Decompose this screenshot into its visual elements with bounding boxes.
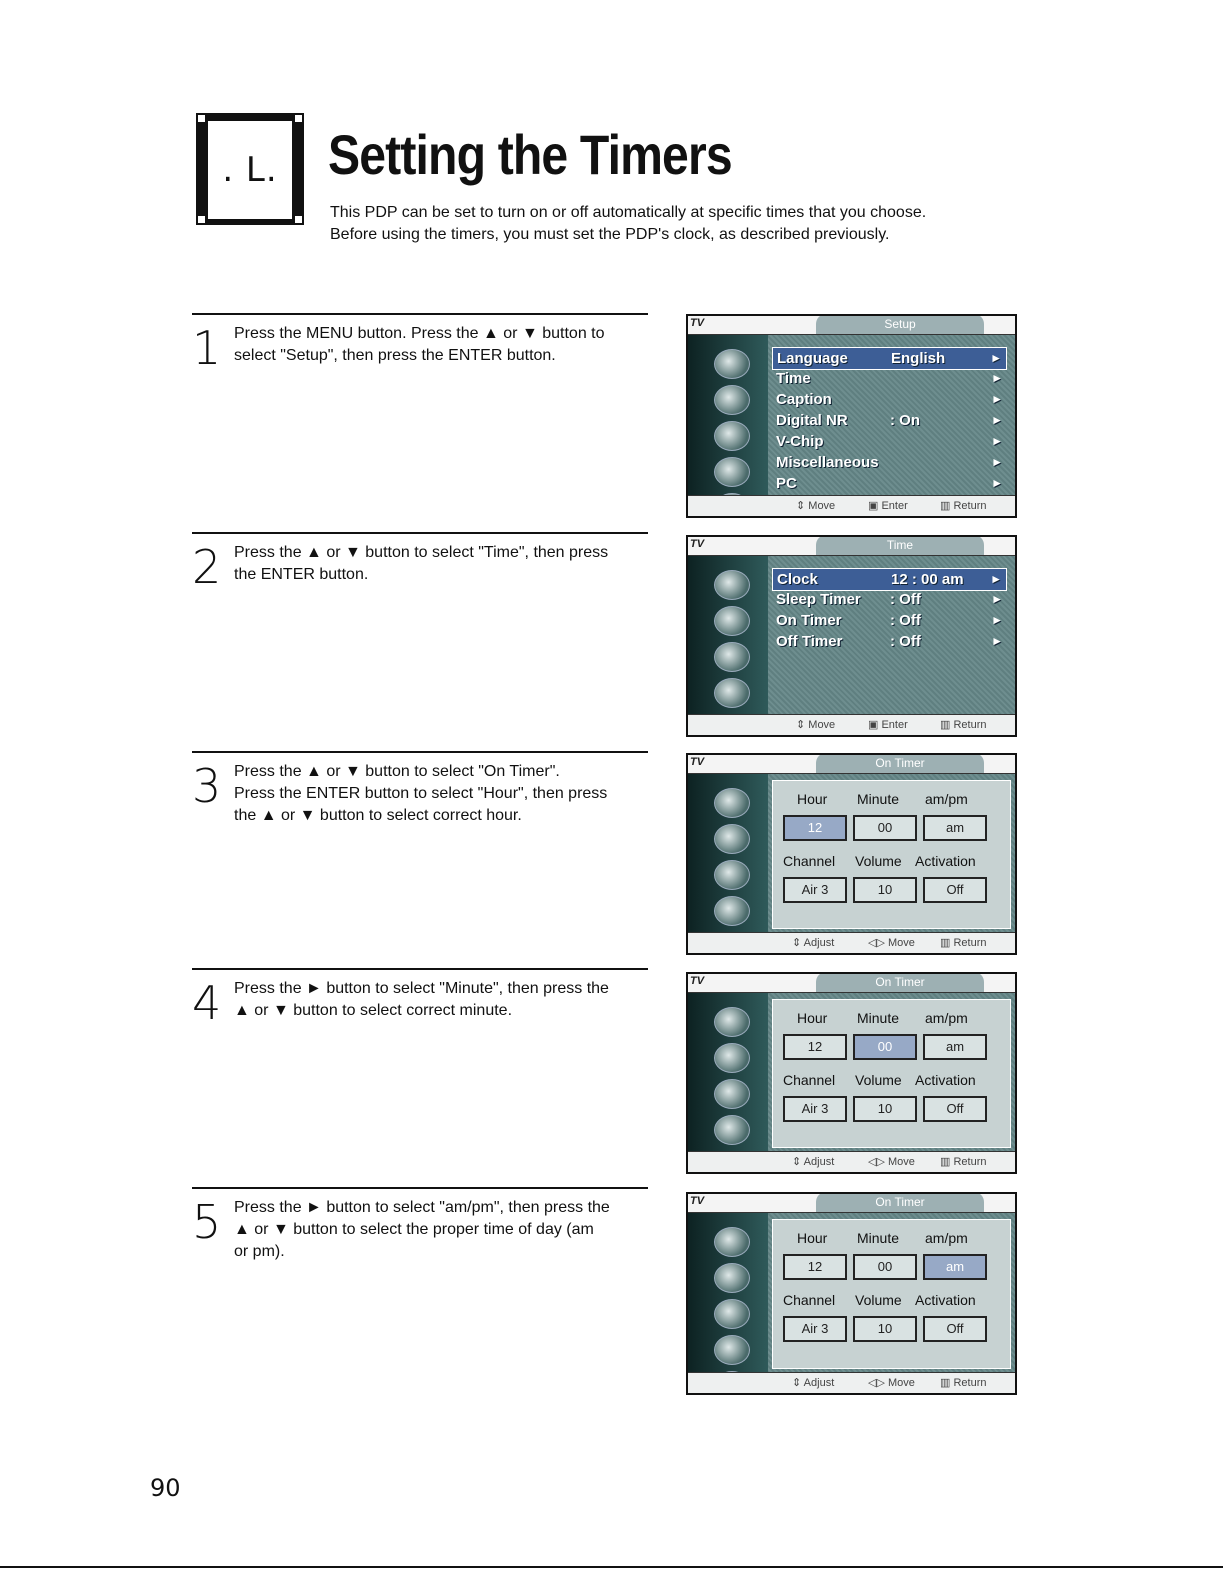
- menu-item-value: English: [891, 350, 946, 367]
- channel-field[interactable]: Air 3: [783, 1316, 847, 1342]
- arrow-right-icon: ►: [991, 634, 1003, 648]
- hint-label: Move: [808, 500, 836, 512]
- sound-icon: [714, 824, 750, 854]
- return-hint: ▥ Return: [940, 937, 987, 949]
- setup-icon: [714, 1335, 750, 1365]
- move-hint: ◁▷ Move: [868, 1156, 915, 1168]
- adjust-hint: ⇕ Adjust: [792, 937, 835, 949]
- hint-label: Enter: [881, 500, 908, 512]
- activation-label: Activation: [915, 1072, 976, 1088]
- step-line: Press the ENTER button to select "Hour", then press: [234, 785, 608, 802]
- sound-icon: [714, 1043, 750, 1073]
- ampm-label: am/pm: [925, 791, 968, 807]
- step-4: [192, 968, 648, 1030]
- step-instructions: [234, 542, 642, 586]
- screen-top-bar: [688, 316, 1015, 335]
- sound-icon: [714, 385, 750, 415]
- volume-field[interactable]: 10: [853, 1316, 917, 1342]
- channel-icon: [714, 1079, 750, 1109]
- menu-item-digital-nr[interactable]: [772, 410, 1007, 431]
- logo-corner: [198, 216, 205, 223]
- arrow-right-icon: ►: [991, 413, 1003, 427]
- hint-label: Adjust: [803, 1156, 835, 1168]
- menu-item-value: : Off: [890, 612, 921, 629]
- timer-fields: [772, 999, 1011, 1148]
- screen-footer: [688, 714, 1015, 735]
- channel-field[interactable]: Air 3: [783, 877, 847, 903]
- menu-item-label: Caption: [776, 391, 832, 408]
- menu-list: [768, 335, 1015, 496]
- minute-field[interactable]: 00: [853, 815, 917, 841]
- menu-icon-bar: [688, 774, 768, 933]
- menu-item-label: PC: [776, 475, 797, 492]
- menu-item-language[interactable]: [772, 347, 1007, 370]
- step-instructions: [234, 323, 642, 367]
- menu-item-caption[interactable]: [772, 389, 1007, 410]
- picture-icon: [714, 788, 750, 818]
- volume-label: Volume: [855, 853, 902, 869]
- activation-field[interactable]: Off: [923, 1316, 987, 1342]
- menu-tab: On Timer: [816, 1192, 984, 1212]
- intro-line: This PDP can be set to turn on or off automatically at specific times that you choose.: [330, 204, 927, 221]
- move-hint: ◁▷ Move: [868, 937, 915, 949]
- setup-icon: [714, 896, 750, 926]
- minute-field[interactable]: 00: [853, 1034, 917, 1060]
- move-hint: ⇕ Move: [796, 719, 836, 731]
- brand-label: TV: [690, 975, 705, 987]
- screen-top-bar: [688, 1194, 1015, 1213]
- arrow-right-icon: ►: [991, 371, 1003, 385]
- step-instructions: [234, 1197, 642, 1263]
- screen-top-bar: [688, 537, 1015, 556]
- activation-label: Activation: [915, 1292, 976, 1308]
- arrow-right-icon: ►: [990, 351, 1002, 365]
- timer-panel: [768, 1213, 1015, 1373]
- menu-item-label: Time: [776, 370, 811, 387]
- brand-label: TV: [690, 1195, 705, 1207]
- move-hint: ⇕ Move: [796, 500, 836, 512]
- hour-field[interactable]: 12: [783, 1254, 847, 1280]
- step-number: 5: [192, 1195, 222, 1249]
- hour-label: Hour: [797, 1230, 828, 1246]
- menu-tab: Time: [816, 535, 984, 555]
- volume-label: Volume: [855, 1072, 902, 1088]
- arrow-right-icon: ►: [991, 434, 1003, 448]
- menu-item-value: : Off: [890, 633, 921, 650]
- step-line: select "Setup", then press the ENTER button.: [234, 347, 556, 364]
- hint-label: Move: [808, 719, 836, 731]
- menu-item-miscellaneous[interactable]: [772, 452, 1007, 473]
- time-menu-screen: [686, 535, 1017, 737]
- hint-label: Move: [887, 937, 915, 949]
- step-instructions: [234, 761, 642, 827]
- minute-label: Minute: [857, 1010, 900, 1026]
- hint-label: Return: [953, 719, 987, 731]
- menu-item-v-chip[interactable]: [772, 431, 1007, 452]
- channel-icon: [714, 1299, 750, 1329]
- timer-fields: [772, 780, 1011, 929]
- menu-item-label: Miscellaneous: [776, 454, 879, 471]
- logo-corner: [198, 115, 205, 122]
- enter-hint: ▣ Enter: [868, 500, 908, 512]
- picture-icon: [714, 349, 750, 379]
- hint-label: Return: [953, 937, 987, 949]
- menu-item-time[interactable]: [772, 368, 1007, 389]
- step-number: 3: [192, 759, 222, 813]
- channel-field[interactable]: Air 3: [783, 1096, 847, 1122]
- ampm-label: am/pm: [925, 1230, 968, 1246]
- step-1: [192, 313, 648, 375]
- step-line: Press the ► button to select "am/pm", then press the: [234, 1199, 610, 1216]
- logo-corner: [295, 216, 302, 223]
- step-number: 2: [192, 540, 222, 594]
- screen-top-bar: [688, 755, 1015, 774]
- sound-icon: [714, 606, 750, 636]
- channel-icon: [714, 642, 750, 672]
- hint-label: Return: [953, 500, 987, 512]
- channel-label: Channel: [783, 1072, 836, 1088]
- menu-item-off-timer[interactable]: [772, 631, 1007, 652]
- return-hint: ▥ Return: [940, 719, 987, 731]
- return-hint: ▥ Return: [940, 1377, 987, 1389]
- ampm-field[interactable]: am: [923, 1034, 987, 1060]
- step-5: [192, 1187, 648, 1260]
- step-line: Press the MENU button. Press the ▲ or ▼ button to: [234, 325, 605, 342]
- timer-fields: [772, 1219, 1011, 1369]
- return-hint: ▥ Return: [940, 1156, 987, 1168]
- arrow-right-icon: ►: [990, 572, 1002, 586]
- hint-label: Move: [887, 1377, 915, 1389]
- step-line: Press the ▲ or ▼ button to select "On Timer".: [234, 763, 560, 780]
- setup-menu-screen: [686, 314, 1017, 518]
- move-hint: ◁▷ Move: [868, 1377, 915, 1389]
- hint-label: Return: [953, 1377, 987, 1389]
- menu-item-value: : On: [890, 412, 920, 429]
- hour-label: Hour: [797, 1010, 828, 1026]
- step-2: [192, 532, 648, 594]
- menu-item-value: 12 : 00 am: [891, 571, 964, 588]
- menu-item-on-timer[interactable]: [772, 610, 1007, 631]
- adjust-hint: ⇕ Adjust: [792, 1377, 835, 1389]
- menu-item-label: V-Chip: [776, 433, 824, 450]
- step-number: 1: [192, 321, 222, 375]
- activation-field[interactable]: Off: [923, 877, 987, 903]
- intro-text: [330, 202, 926, 246]
- enter-hint: ▣ Enter: [868, 719, 908, 731]
- step-number: 4: [192, 976, 222, 1030]
- menu-item-sleep-timer[interactable]: [772, 589, 1007, 610]
- return-hint: ▥ Return: [940, 500, 987, 512]
- logo-corner: [295, 115, 302, 122]
- menu-icon-bar: [688, 993, 768, 1152]
- arrow-right-icon: ►: [991, 455, 1003, 469]
- step-3: [192, 751, 648, 824]
- volume-field[interactable]: 10: [853, 877, 917, 903]
- clock-logo: [196, 113, 304, 225]
- brand-label: TV: [690, 538, 705, 550]
- ampm-field[interactable]: am: [923, 1254, 987, 1280]
- menu-list: [768, 556, 1015, 715]
- menu-icon-bar: [688, 335, 768, 496]
- channel-label: Channel: [783, 1292, 836, 1308]
- arrow-right-icon: ►: [991, 392, 1003, 406]
- timer-panel: [768, 774, 1015, 933]
- arrow-right-icon: ►: [991, 592, 1003, 606]
- hour-label: Hour: [797, 791, 828, 807]
- on-timer-screen-hour: [686, 753, 1017, 955]
- hint-label: Enter: [881, 719, 908, 731]
- adjust-hint: ⇕ Adjust: [792, 1156, 835, 1168]
- page-title: Setting the Timers: [328, 123, 732, 186]
- menu-item-value: : Off: [890, 591, 921, 608]
- step-line: the ▲ or ▼ button to select correct hour.: [234, 807, 522, 824]
- menu-item-label: Language: [777, 350, 848, 367]
- timer-panel: [768, 993, 1015, 1152]
- setup-icon: [714, 678, 750, 708]
- sound-icon: [714, 1263, 750, 1293]
- menu-tab: Setup: [816, 314, 984, 334]
- volume-label: Volume: [855, 1292, 902, 1308]
- picture-icon: [714, 1007, 750, 1037]
- screen-top-bar: [688, 974, 1015, 993]
- intro-line: Before using the timers, you must set the PDP's clock, as described previously.: [330, 226, 890, 243]
- clock-icon: . L.: [208, 121, 292, 219]
- minute-field[interactable]: 00: [853, 1254, 917, 1280]
- volume-field[interactable]: 10: [853, 1096, 917, 1122]
- channel-icon: [714, 421, 750, 451]
- hour-field[interactable]: 12: [783, 1034, 847, 1060]
- on-timer-screen-ampm: [686, 1192, 1017, 1395]
- hint-label: Adjust: [803, 1377, 835, 1389]
- hint-label: Adjust: [803, 937, 835, 949]
- channel-icon: [714, 860, 750, 890]
- screen-footer: [688, 932, 1015, 953]
- step-instructions: [234, 978, 642, 1022]
- ampm-label: am/pm: [925, 1010, 968, 1026]
- menu-item-clock[interactable]: [772, 568, 1007, 591]
- arrow-right-icon: ►: [991, 476, 1003, 490]
- step-line: or pm).: [234, 1243, 285, 1260]
- screen-footer: [688, 1372, 1015, 1393]
- menu-item-label: Off Timer: [776, 633, 843, 650]
- hour-field[interactable]: 12: [783, 815, 847, 841]
- menu-item-label: On Timer: [776, 612, 842, 629]
- picture-icon: [714, 1227, 750, 1257]
- brand-label: TV: [690, 317, 705, 329]
- picture-icon: [714, 570, 750, 600]
- menu-tab: On Timer: [816, 753, 984, 773]
- page-number: 90: [150, 1474, 181, 1502]
- screen-footer: [688, 495, 1015, 516]
- ampm-field[interactable]: am: [923, 815, 987, 841]
- minute-label: Minute: [857, 1230, 900, 1246]
- menu-item-label: Clock: [777, 571, 818, 588]
- setup-icon: [714, 1115, 750, 1145]
- hint-label: Return: [953, 1156, 987, 1168]
- step-line: ▲ or ▼ button to select the proper time of day (am: [234, 1221, 594, 1238]
- hint-label: Move: [887, 1156, 915, 1168]
- minute-label: Minute: [857, 791, 900, 807]
- step-line: Press the ► button to select "Minute", then press the: [234, 980, 609, 997]
- menu-item-label: Digital NR: [776, 412, 848, 429]
- activation-field[interactable]: Off: [923, 1096, 987, 1122]
- screen-footer: [688, 1151, 1015, 1172]
- menu-tab: On Timer: [816, 972, 984, 992]
- bottom-rule: [0, 1566, 1223, 1568]
- activation-label: Activation: [915, 853, 976, 869]
- menu-icon-bar: [688, 556, 768, 715]
- step-line: ▲ or ▼ button to select correct minute.: [234, 1002, 513, 1019]
- menu-item-pc[interactable]: [772, 473, 1007, 494]
- menu-item-label: Sleep Timer: [776, 591, 861, 608]
- arrow-right-icon: ►: [991, 613, 1003, 627]
- brand-label: TV: [690, 756, 705, 768]
- step-line: the ENTER button.: [234, 566, 369, 583]
- channel-label: Channel: [783, 853, 836, 869]
- menu-icon-bar: [688, 1213, 768, 1373]
- setup-icon: [714, 457, 750, 487]
- on-timer-screen-minute: [686, 972, 1017, 1174]
- step-line: Press the ▲ or ▼ button to select "Time", then press: [234, 544, 609, 561]
